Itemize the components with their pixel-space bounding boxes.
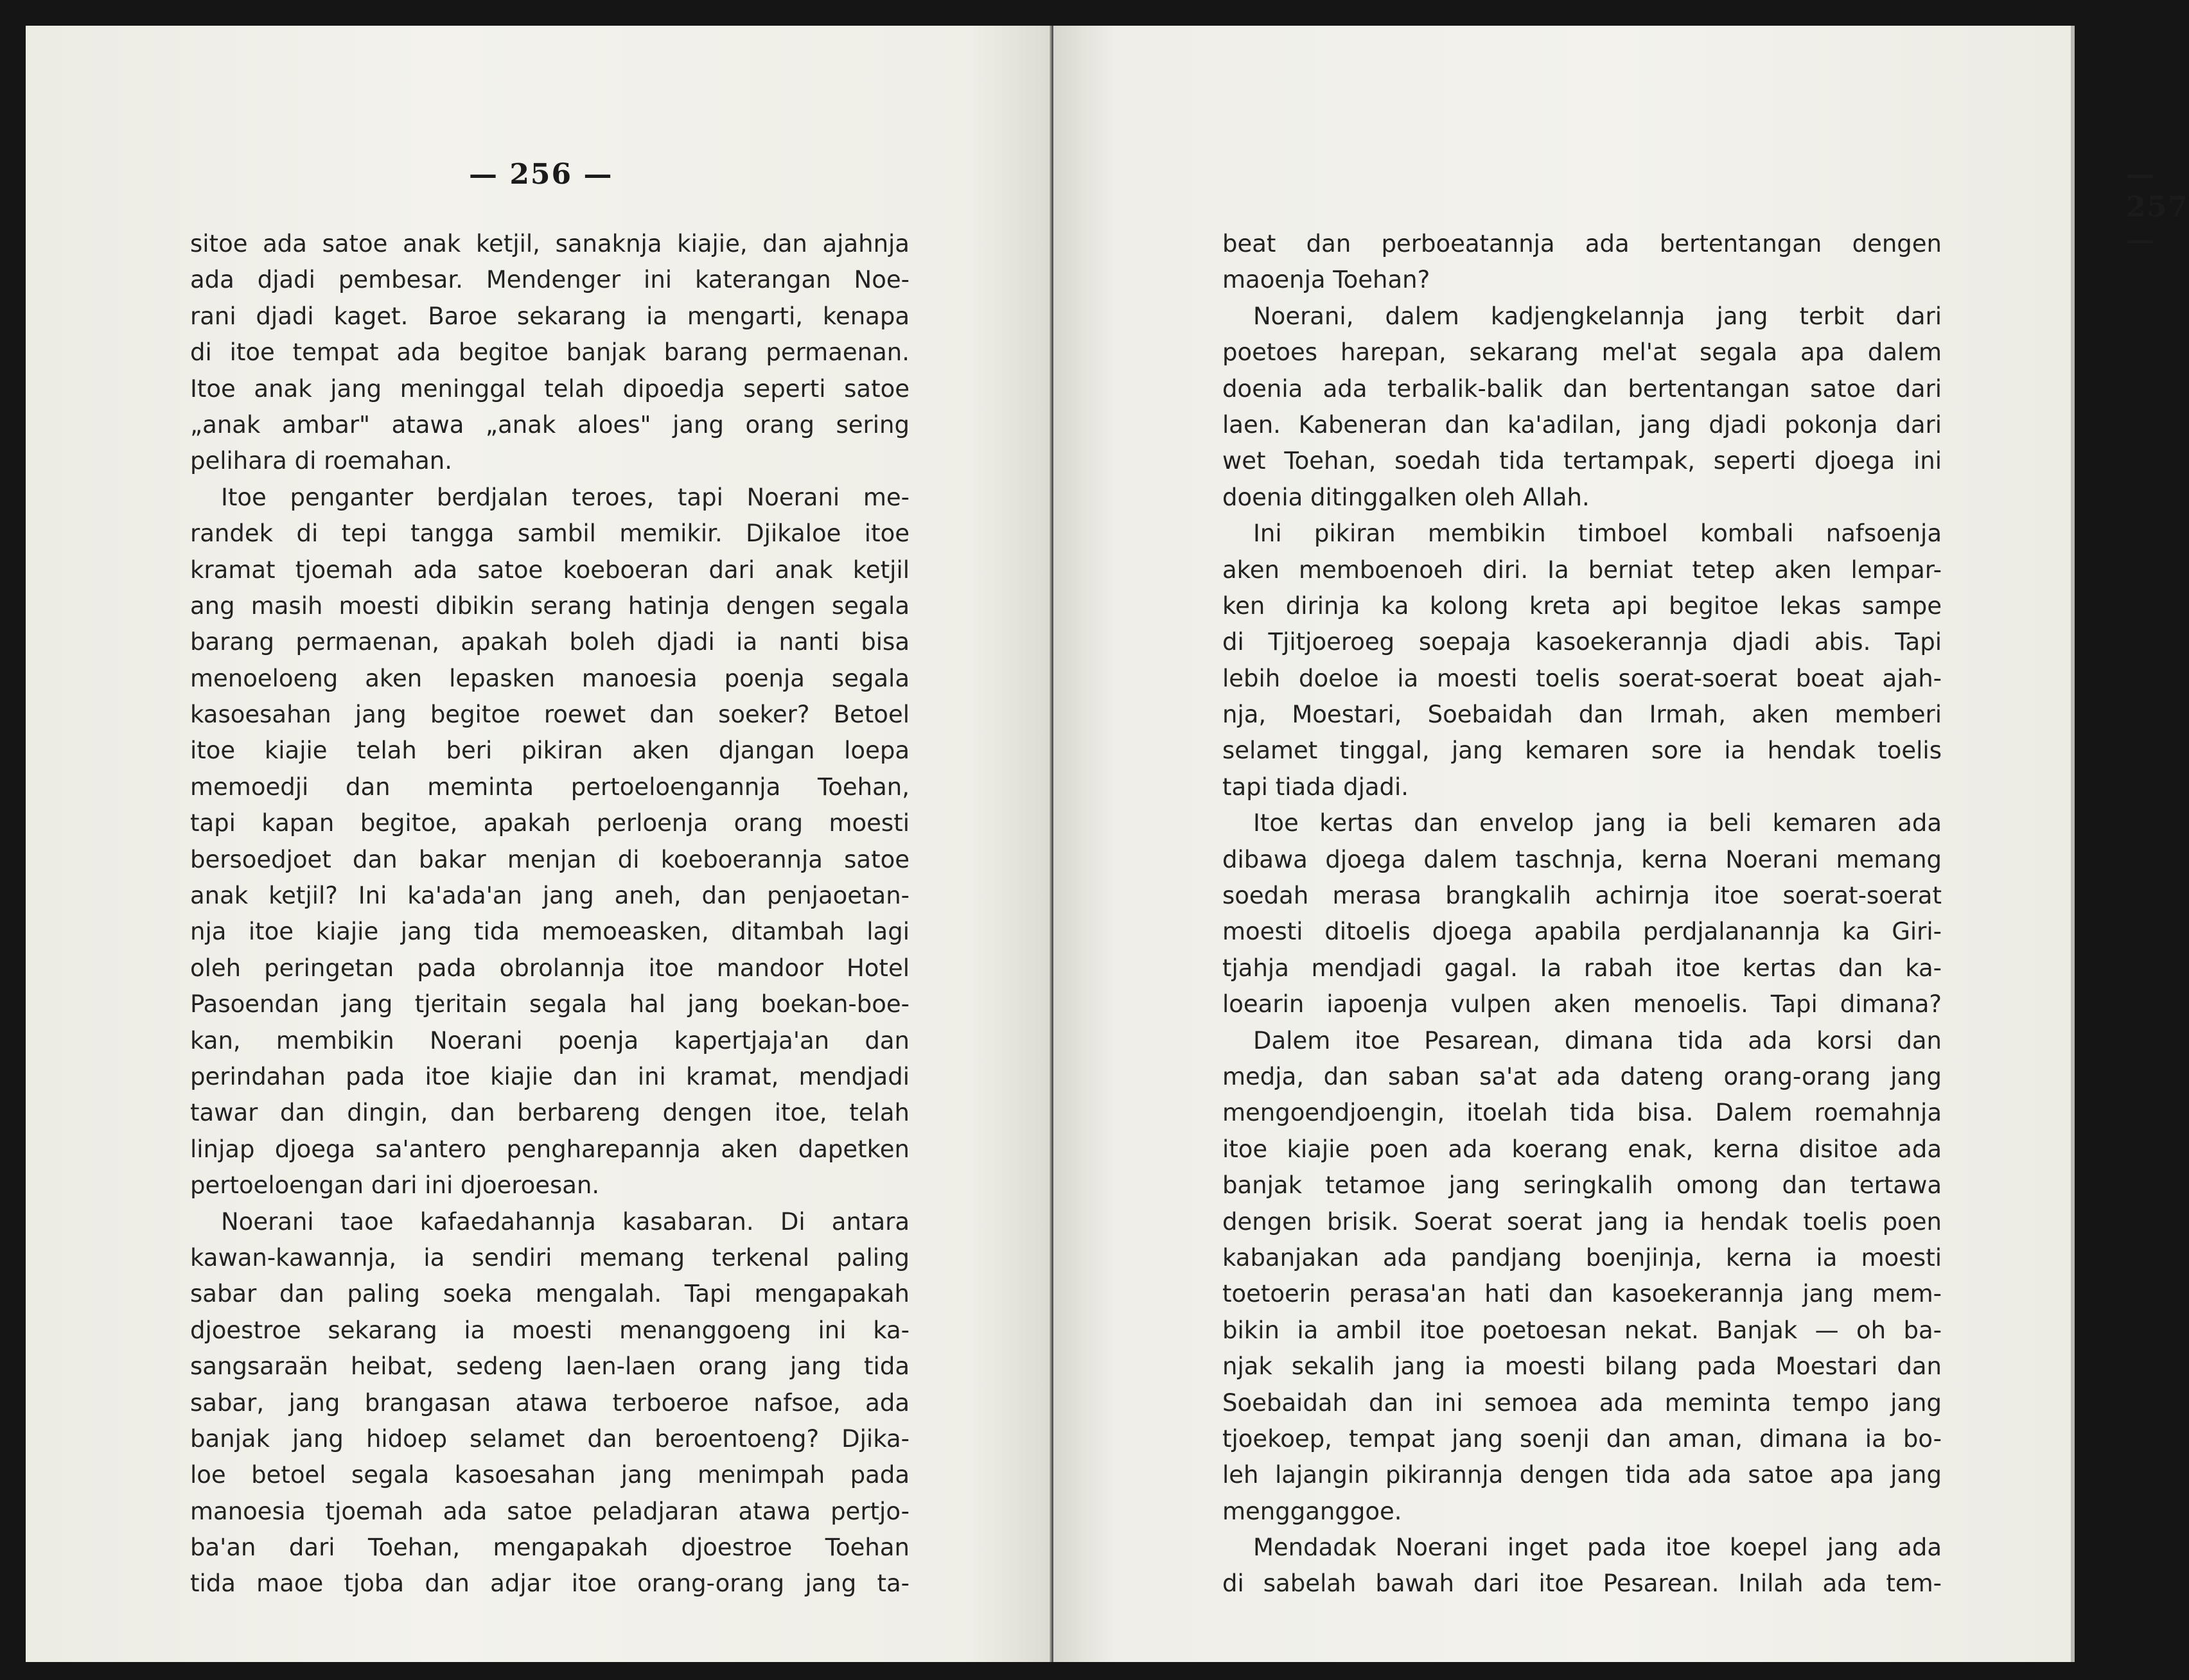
text-line: medja, dan saban sa'at ada dateng orang-orang jang [1222, 1062, 1942, 1090]
text-line: di sabelah bawah dari itoe Pesarean. Inilah ada tem- [1222, 1570, 1942, 1598]
text-line: banjak jang hidoep selamet dan beroentoeng? Djika- [190, 1424, 910, 1453]
text-line: poetoes harepan, sekarang mel'at segala apa dalem [1222, 338, 1942, 367]
page-number-right: — 257 — [2126, 158, 2189, 256]
text-line: lebih doeloe ia moesti toelis soerat-soerat boeat ajah- [1222, 664, 1942, 692]
text-line: Soebaidah dan ini semoea ada meminta tempo jang [1222, 1388, 1942, 1417]
text-line: sabar, jang brangasan atawa terboeroe nafsoe, ada [190, 1388, 910, 1417]
text-line: leh lajangin pikirannja dengen tida ada satoe apa jang [1222, 1461, 1942, 1489]
text-line: banjak tetamoe jang seringkalih omong dan tertawa [1222, 1171, 1942, 1200]
text-line: toetoerin perasa'an hati dan kasoekerannja jang mem- [1222, 1280, 1942, 1308]
text-line: Noerani, dalem kadjengkelannja jang terbit dari [1253, 302, 1942, 330]
text-line: oleh peringetan pada obrolannja itoe mandoor Hotel [190, 954, 910, 982]
text-line: kan, membikin Noerani poenja kapertjaja'an dan [190, 1026, 910, 1054]
text-line: tapi kapan begitoe, apakah perloenja orang moesti [190, 809, 910, 837]
text-line: di itoe tempat ada begitoe banjak barang permaenan. [190, 338, 910, 367]
text-line: manoesia tjoemah ada satoe peladjaran atawa pertjo- [190, 1497, 910, 1525]
text-line: itoe kiajie telah beri pikiran aken djangan loepa [190, 737, 910, 765]
text-line: rani djadi kaget. Baroe sekarang ia mengarti, kenapa [190, 302, 910, 330]
text-line: moesti ditoelis djoega apabila perdjalanannja ka Giri- [1222, 918, 1942, 946]
text-line: mengoendjoengin, itoelah tida bisa. Dalem roemahnja [1222, 1099, 1942, 1127]
text-line: tjahja mendjadi gagal. Ia rabah itoe kertas dan ka- [1222, 954, 1942, 982]
text-line: Pasoendan jang tjeritain segala hal jang boekan-boe- [190, 990, 910, 1019]
left-page [26, 26, 1051, 1662]
text-line: nja itoe kiajie jang tida memoeasken, ditambah lagi [190, 918, 910, 946]
text-line: anak ketjil? Ini ka'ada'an jang aneh, dan penjaoetan- [190, 882, 910, 910]
text-line: loearin iapoenja vulpen aken menoelis. Tapi dimana? [1222, 990, 1942, 1019]
text-line: soedah merasa brangkalih achirnja itoe soerat-soerat [1222, 882, 1942, 910]
text-line: pelihara di roemahan. [190, 447, 452, 475]
text-line: ken dirinja ka kolong kreta api begitoe lekas sampe [1222, 591, 1942, 620]
page-number-left: — 256 — [469, 158, 613, 191]
text-line: ba'an dari Toehan, mengapakah djoestroe Toehan [190, 1534, 910, 1562]
text-line: Itoe anak jang meninggal telah dipoedja seperti satoe [190, 374, 910, 403]
text-line: aken memboenoeh diri. Ia berniat tetep aken lempar- [1222, 556, 1942, 584]
text-line: tjoekoep, tempat jang soenji dan aman, dimana ia bo- [1222, 1424, 1942, 1453]
text-line: linjap djoega sa'antero pengharepannja aken dapetken [190, 1135, 910, 1163]
text-line: menoeloeng aken lepasken manoesia poenja segala [190, 664, 910, 692]
text-line: sitoe ada satoe anak ketjil, sanaknja kiajie, dan ajahnja [190, 230, 910, 258]
text-line: selamet tinggal, jang kemaren sore ia hendak toelis [1222, 737, 1942, 765]
text-line: sangsaraän heibat, sedeng laen-laen orang jang tida [190, 1352, 910, 1381]
text-line: Mendadak Noerani inget pada itoe koepel jang ada [1253, 1534, 1942, 1562]
text-line: Itoe kertas dan envelop jang ia beli kemaren ada [1253, 809, 1942, 837]
text-line: barang permaenan, apakah boleh djadi ia nanti bisa [190, 628, 910, 656]
text-line: loe betoel segala kasoesahan jang menimpah pada [190, 1461, 910, 1489]
text-line: kramat tjoemah ada satoe koeboeran dari anak ketjil [190, 556, 910, 584]
page-edge [2071, 26, 2075, 1662]
text-line: djoestroe sekarang ia moesti menanggoeng ini ka- [190, 1316, 910, 1344]
text-line: laen. Kabeneran dan ka'adilan, jang djadi pokonja dari [1222, 410, 1942, 439]
text-line: tawar dan dingin, dan berbareng dengen itoe, telah [190, 1099, 910, 1127]
text-line: di Tjitjoeroeg soepaja kasoekerannja djadi abis. Tapi [1222, 628, 1942, 656]
text-line: itoe kiajie poen ada koerang enak, kerna disitoe ada [1222, 1135, 1942, 1163]
text-line: wet Toehan, soedah tida tertampak, seperti djoega ini [1222, 447, 1942, 475]
text-line: kabanjakan ada pandjang boenjinja, kerna ia moesti [1222, 1243, 1942, 1272]
text-line: Ini pikiran membikin timboel kombali nafsoenja [1253, 520, 1942, 548]
right-page [1053, 26, 2189, 1662]
left-page-text [190, 226, 910, 1602]
text-line: memoedji dan meminta pertoeloengannja Toehan, [190, 773, 910, 801]
text-line: pertoeloengan dari ini djoeroesan. [190, 1171, 600, 1200]
text-line: njak sekalih jang ia moesti bilang pada Moestari dan [1222, 1352, 1942, 1381]
text-line: maoenja Toehan? [1222, 266, 1430, 294]
right-page-text [1222, 226, 1942, 1602]
text-line: tapi tiada djadi. [1222, 773, 1409, 801]
text-line: tida maoe tjoba dan adjar itoe orang-orang jang ta- [190, 1570, 910, 1598]
text-line: beat dan perboeatannja ada bertentangan dengen [1222, 230, 1942, 258]
text-line: bersoedjoet dan bakar menjan di koeboerannja satoe [190, 845, 910, 873]
text-line: dengen brisik. Soerat soerat jang ia hendak toelis poen [1222, 1207, 1942, 1236]
text-line: doenia ada terbalik-balik dan bertentangan satoe dari [1222, 374, 1942, 403]
text-line: Itoe penganter berdjalan teroes, tapi Noerani me- [221, 483, 910, 511]
text-line: kawan-kawannja, ia sendiri memang terkenal paling [190, 1243, 910, 1272]
text-line: ang masih moesti dibikin serang hatinja dengen segala [190, 591, 910, 620]
text-line: bikin ia ambil itoe poetoesan nekat. Banjak — oh ba- [1222, 1316, 1942, 1344]
text-line: Dalem itoe Pesarean, dimana tida ada korsi dan [1253, 1026, 1942, 1054]
text-line: doenia ditinggalken oleh Allah. [1222, 483, 1590, 511]
text-line: Noerani taoe kafaedahannja kasabaran. Di antara [221, 1207, 910, 1236]
text-line: kasoesahan jang begitoe roewet dan soeker? Betoel [190, 701, 910, 729]
text-line: sabar dan paling soeka mengalah. Tapi mengapakah [190, 1280, 910, 1308]
text-line: dibawa djoega dalem taschnja, kerna Noerani memang [1222, 845, 1942, 873]
text-line: perindahan pada itoe kiajie dan ini kramat, mendjadi [190, 1062, 910, 1090]
text-line: ada djadi pembesar. Mendenger ini katerangan Noe- [190, 266, 910, 294]
text-line: nja, Moestari, Soebaidah dan Irmah, aken memberi [1222, 701, 1942, 729]
text-line: mengganggoe. [1222, 1497, 1402, 1525]
text-line: randek di tepi tangga sambil memikir. Djikaloe itoe [190, 520, 910, 548]
text-line: „anak ambar" atawa „anak aloes" jang orang sering [190, 410, 910, 439]
